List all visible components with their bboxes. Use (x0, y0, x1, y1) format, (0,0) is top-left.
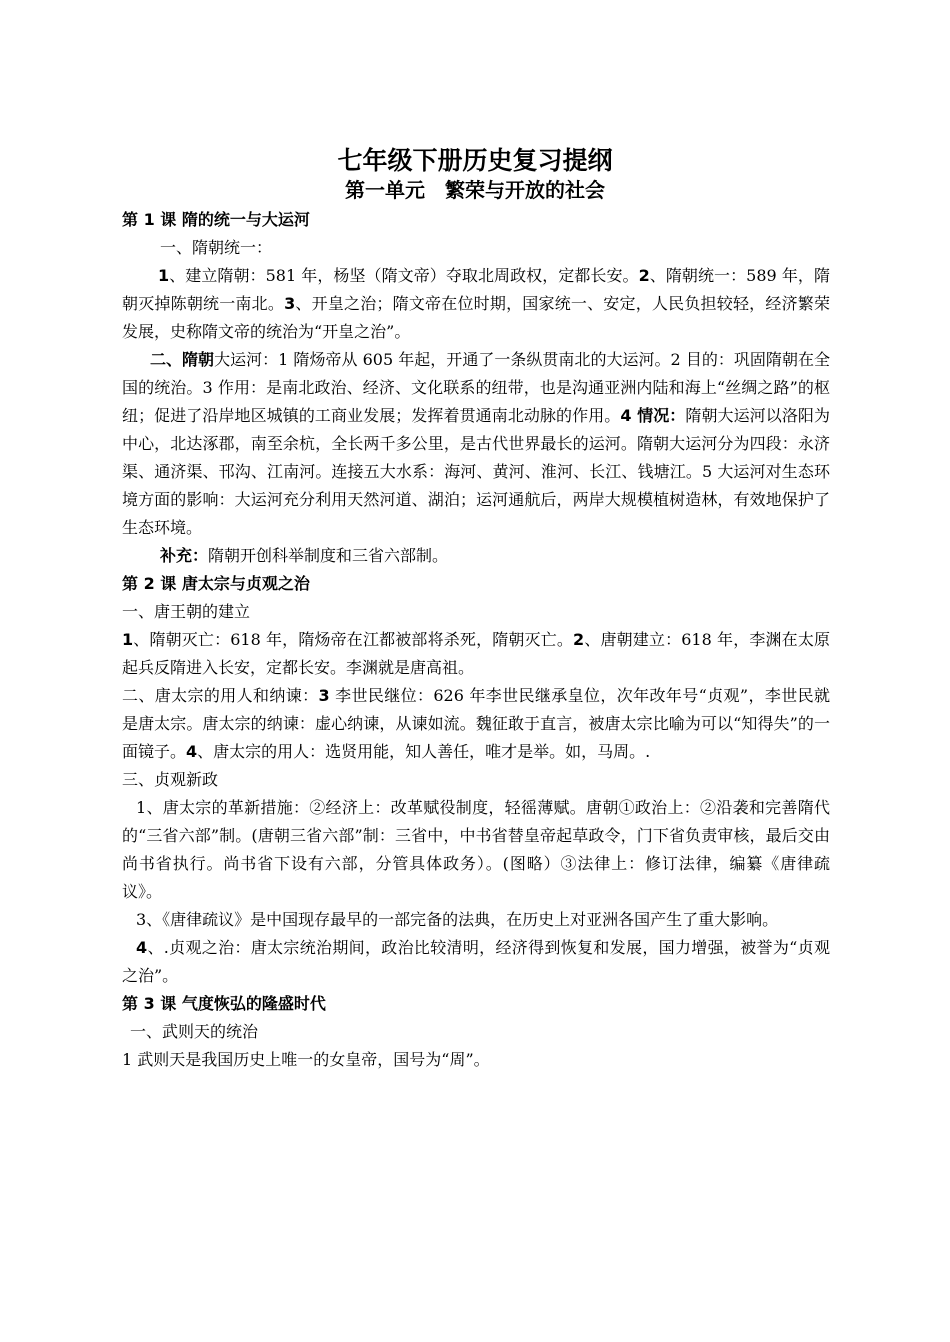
document-subtitle: 第一单元 繁荣与开放的社会 (345, 178, 605, 202)
lesson-1-paragraph-2: 二、隋朝大运河：1 隋炀帝从 605 年起，开通了一条纵贯南北的大运河。2 目的：巩固隋朝在全国的统治。3 作用：是南北政治、经济、文化联系的纽带，也是沟通亚洲内陆和海上“丝绸之路”的枢纽；促进了沿岸地区城镇的工商业发展；发挥着贯通南北动脉的作用。4 情况：隋朝大运河以洛阳为中心，北达涿郡，南至余杭，全长两千多公里，是古代世界最长的运河。隋朝大运河分为四段：永济渠、通济渠、邗沟、江南河。连接五大水系：海河、黄河、淮河、长江、钱塘江。5 大运河对生态环境方面的影响：大运河充分利用天然河道、湖泊；运河通航后，两岸大规模植树造林，有效地保护了生态环境。 (122, 350, 830, 537)
lesson-1-paragraph-1: 1、建立隋朝：581 年，杨坚（隋文帝）夺取北周政权，定都长安。2、隋朝统一：589 年，隋朝灭掉陈朝统一南北。3、开皇之治；隋文帝在位时期，国家统一、安定，人民负担较轻，经济繁荣发展，史称隋文帝的统治为“开皇之治”。 (122, 266, 830, 341)
lesson-2-paragraph-3: 1、唐太宗的革新措施：②经济上：改革赋役制度，轻徭薄赋。唐朝①政治上：②沿袭和完善隋代的“三省六部”制。(唐朝三省六部”制：三省中，中书省替皇帝起草政令，门下省负责审核，最后交由尚书省执行。尚书省下设有六部，分管具体政务）。(图略）③法律上：修订法律，编纂《唐律疏议》。 (122, 798, 830, 901)
lesson-2-section-3: 三、贞观新政 (122, 770, 219, 789)
document-title: 七年级下册历史复习提纲 (337, 146, 613, 175)
lesson-2-heading: 第 2 课 唐太宗与贞观之治 (122, 574, 310, 593)
lesson-1-section-1: 一、隋朝统一： (160, 238, 273, 257)
document-body (122, 206, 830, 1074)
lesson-3-section-1: 一、武则天的统治 (130, 1022, 259, 1041)
num-1: 1 (158, 266, 170, 285)
lesson-2-paragraph-1: 1、隋朝灭亡：618 年，隋炀帝在江都被部将杀死，隋朝灭亡。2、唐朝建立：618 年，李渊在太原起兵反隋进入长安，定都长安。李渊就是唐高祖。 (122, 630, 830, 677)
lesson-2-paragraph-4: 3、《唐律疏议》是中国现存最早的一部完备的法典，在历史上对亚洲各国产生了重大影响。 (136, 910, 779, 929)
lesson-1-heading: 第 1 课 隋的统一与大运河 (122, 210, 310, 229)
num-3: 3 (284, 294, 296, 313)
num-2: 2 (638, 266, 650, 285)
lesson-2-paragraph-2: 二、唐太宗的用人和纳谏：3 李世民继位：626 年李世民继承皇位，次年改年号“贞观”，李世民就是唐太宗。唐太宗的纳谏：虚心纳谏，从谏如流。魏征敢于直言，被唐太宗比喻为可以“知得失”的一面镜子。4、唐太宗的用人：选贤用能，知人善任，唯才是举。如，马周。. (122, 686, 830, 761)
lesson-3-paragraph-1: 1 武则天是我国历史上唯一的女皇帝，国号为“周”。 (122, 1050, 490, 1069)
lesson-2-paragraph-5: 4、.贞观之治：唐太宗统治期间，政治比较清明，经济得到恢复和发展，国力增强，被誉为“贞观之治”。 (122, 938, 830, 985)
lesson-1-supplement: 补充：隋朝开创科举制度和三省六部制。 (160, 546, 449, 565)
lesson-3-heading: 第 3 课 气度恢弘的隆盛时代 (122, 994, 326, 1013)
lesson-2-section-1: 一、唐王朝的建立 (122, 602, 251, 621)
